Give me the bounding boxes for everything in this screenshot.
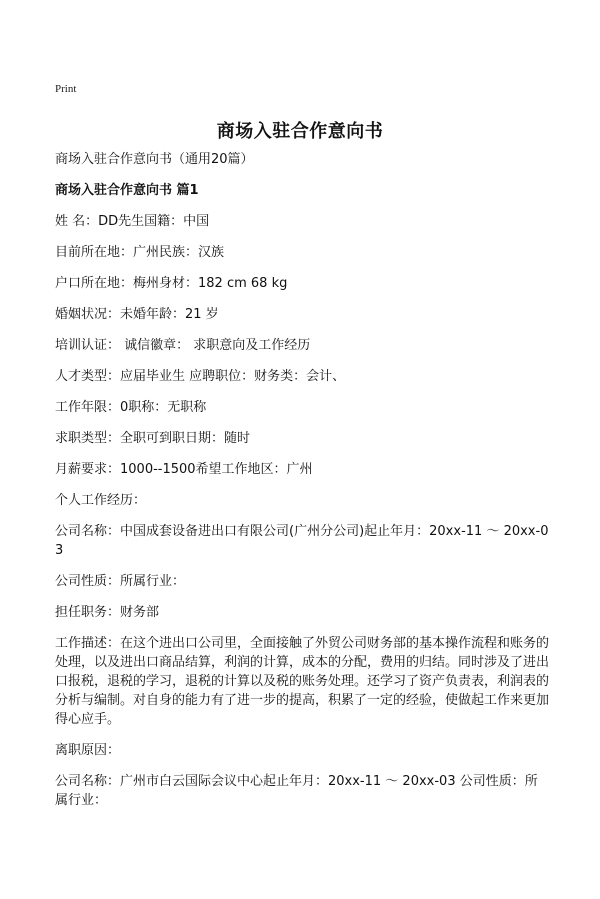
paragraph-leave-reason: 离职原因： (55, 743, 121, 758)
document-body (55, 150, 550, 822)
paragraph-position: 担任职务：财务部 (55, 605, 160, 620)
paragraph-work-years: 工作年限：0职称：无职称 (55, 400, 207, 415)
paragraph-certification: 培训认证： 诚信徽章： 求职意向及工作经历 (55, 338, 311, 353)
paragraph-location: 目前所在地：广州民族：汉族 (55, 245, 225, 260)
paragraph-talent-type: 人才类型：应届毕业生 应聘职位：财务类：会计、 (55, 369, 346, 384)
paragraph-salary: 月薪要求：1000--1500希望工作地区：广州 (55, 462, 313, 477)
section-heading: 商场入驻合作意向书 篇1 (55, 183, 199, 198)
paragraph-hukou: 户口所在地：梅州身材：182 cm 68 kg (55, 276, 288, 291)
paragraph-job-description: 工作描述：在这个进出口公司里，全面接触了外贸公司财务部的基本操作流程和账务的处理，以及进出口商品结算，利润的计算，成本的分配，费用的归结。同时涉及了进出口报税，退税的学习，退税的计算以及税的账务处理。还学习了资产负责表，利润表的分析与编制。对自身的能力有了进一步的提高，积累了一定的经验，使做起工作来更加得心应手。 (55, 636, 550, 727)
paragraph-marital: 婚姻状况：未婚年龄：21 岁 (55, 307, 219, 322)
document-title: 商场入驻合作意向书 (216, 121, 384, 142)
paragraph-experience-heading: 个人工作经历： (55, 493, 147, 508)
print-label: Print (55, 83, 77, 95)
paragraph-subtitle: 商场入驻合作意向书（通用20篇） (55, 152, 254, 167)
paragraph-name: 姓 名：DD先生国籍：中国 (55, 214, 210, 229)
paragraph-job-type: 求职类型：全职可到职日期：随时 (55, 431, 251, 446)
paragraph-company-1: 公司名称：中国成套设备进出口有限公司(广州分公司)起止年月：20xx-11 ～ 20xx-03 (55, 524, 549, 558)
paragraph-company-2: 公司名称：广州市白云国际会议中心起止年月：20xx-11 ～ 20xx-03 公司性质：所属行业： (55, 774, 538, 808)
paragraph-company-nature: 公司性质：所属行业： (55, 574, 186, 589)
